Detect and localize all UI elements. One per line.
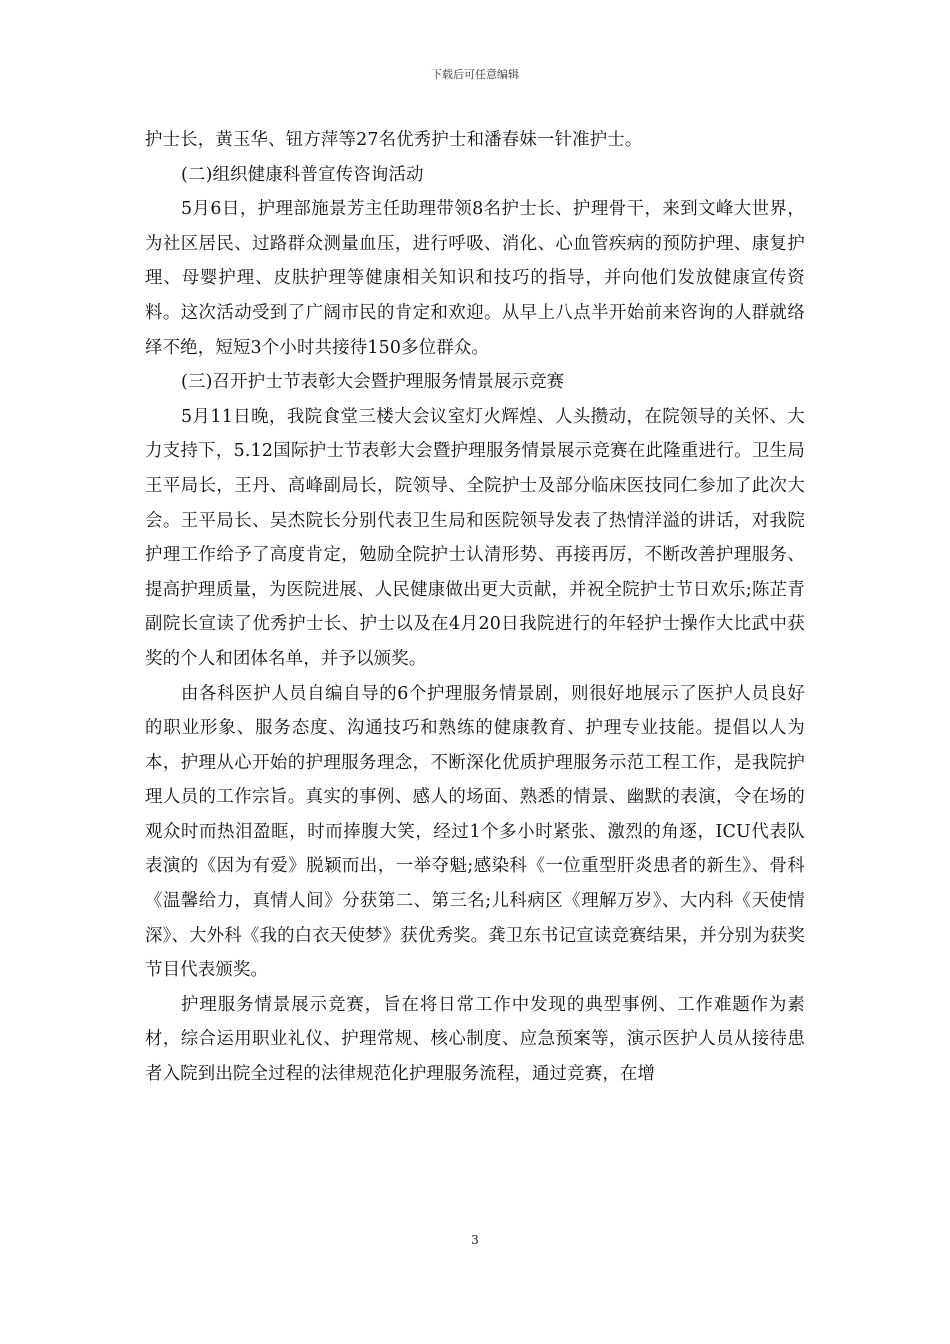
page-number: 3 [471,1233,479,1247]
section-heading-2: (二)组织健康科普宣传咨询活动 [181,164,424,185]
page-header: 下载后可任意编辑 [431,68,519,81]
paragraph-6: 由各科医护人员自编自导的6个护理服务情景剧，则很好地展示了医护人员良好的职业形象、服务态度、沟通技巧和熟练的健康教育、护理专业技能。提倡以人为本，护理从心开始的护理服务理念，不断深化优质护理服务示范工程工作，是我院护理人员的工作宗旨。真实的事例、感人的场面、熟悉的情景、幽默的表演，令在场的观众时而热泪盈眶，时而捧腹大笑，经过1个多小时紧张、激烈的角逐，ICU代表队表演的《因为有爱》脱颖而出，一举夺魁;感染科《一位重型肝炎患者的新生》、骨科《温馨给力，真情人间》分获第二、第三名;儿科病区《理解万岁》、大内科《天使情深》、大外科《我的白衣天使梦》获优秀奖。龚卫东书记宣读竞赛结果，并分别为获奖节目代表颁奖。 [145,683,805,981]
document-body [145,123,805,1092]
paragraph-3: 5月6日，护理部施景芳主任助理带领8名护士长、护理骨干，来到文峰大世界，为社区居民、过路群众测量血压，进行呼吸、消化、心血管疾病的预防护理、康复护理、母婴护理、皮肤护理等健康相关知识和技巧的指导，并向他们发放健康宣传资料。这次活动受到了广阔市民的肯定和欢迎。从早上八点半开始前来咨询的人群就络绎不绝，短短3个小时共接待150多位群众。 [145,199,805,358]
paragraph-1: 护士长，黄玉华、钮方萍等27名优秀护士和潘春妹一针准护士。 [145,130,643,150]
section-heading-3: (三)召开护士节表彰大会暨护理服务情景展示竞赛 [181,372,565,393]
paragraph-7: 护理服务情景展示竞赛，旨在将日常工作中发现的典型事例、工作难题作为素材，综合运用职业礼仪、护理常规、核心制度、应急预案等，演示医护人员从接待患者入院到出院全过程的法律规范化护理服务流程，通过竞赛，在增 [145,994,805,1085]
paragraph-5: 5月11日晚，我院食堂三楼大会议室灯火辉煌、人头攒动，在院领导的关怀、大力支持下，5.12国际护士节表彰大会暨护理服务情景展示竞赛在此隆重进行。卫生局王平局长，王丹、高峰副局长，院领导、全院护士及部分临床医技同仁参加了此次大会。王平局长、吴杰院长分别代表卫生局和医院领导发表了热情洋溢的讲话，对我院护理工作给予了高度肯定，勉励全院护士认清形势、再接再厉，不断改善护理服务、提高护理质量，为医院进展、人民健康做出更大贡献，并祝全院护士节日欢乐;陈芷青副院长宣读了优秀护士长、护士以及在4月20日我院进行的年轻护士操作大比武中获奖的个人和团体名单，并予以颁奖。 [145,406,805,669]
